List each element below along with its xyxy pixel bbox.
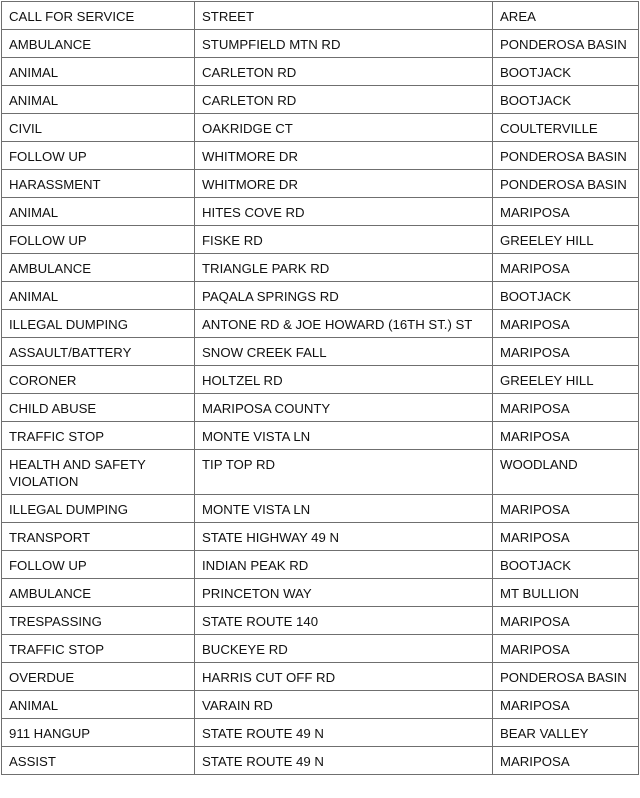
table-row [2,579,639,607]
cell-call-for-service: HEALTH AND SAFETY VIOLATION [2,450,195,495]
table-row [2,142,639,170]
cell-call-for-service: HARASSMENT [2,170,195,198]
cell-street: PAQALA SPRINGS RD [195,282,493,310]
cell-call-for-service: FOLLOW UP [2,551,195,579]
table-row [2,30,639,58]
cell-area: PONDEROSA BASIN [493,663,639,691]
cell-area: COULTERVILLE [493,114,639,142]
cell-area: MARIPOSA [493,607,639,635]
calls-for-service-table [1,1,639,775]
table-row [2,607,639,635]
header-street: STREET [195,2,493,30]
cell-call-for-service: AMBULANCE [2,30,195,58]
cell-street: HITES COVE RD [195,198,493,226]
cell-area: PONDEROSA BASIN [493,30,639,58]
cell-area: BOOTJACK [493,86,639,114]
table-row [2,170,639,198]
cell-call-for-service: ANIMAL [2,86,195,114]
table-row [2,310,639,338]
cell-street: WHITMORE DR [195,142,493,170]
cell-call-for-service: AMBULANCE [2,579,195,607]
table-row [2,226,639,254]
cell-area: MARIPOSA [493,310,639,338]
table-row [2,450,639,495]
cell-street: STUMPFIELD MTN RD [195,30,493,58]
cell-street: TRIANGLE PARK RD [195,254,493,282]
table-row [2,495,639,523]
header-area: AREA [493,2,639,30]
table-row [2,114,639,142]
cell-area: BOOTJACK [493,551,639,579]
cell-area: MARIPOSA [493,198,639,226]
cell-area: MARIPOSA [493,394,639,422]
table-row [2,719,639,747]
cell-call-for-service: ANIMAL [2,691,195,719]
table-row [2,338,639,366]
cell-street: STATE ROUTE 49 N [195,747,493,775]
cell-area: GREELEY HILL [493,366,639,394]
cell-street: ANTONE RD & JOE HOWARD (16TH ST.) ST [195,310,493,338]
cell-call-for-service: TRAFFIC STOP [2,635,195,663]
cell-call-for-service: TRESPASSING [2,607,195,635]
cell-street: CARLETON RD [195,58,493,86]
cell-area: BOOTJACK [493,282,639,310]
table-row [2,691,639,719]
cell-street: STATE ROUTE 49 N [195,719,493,747]
cell-call-for-service: ANIMAL [2,58,195,86]
cell-call-for-service: CIVIL [2,114,195,142]
table-row [2,198,639,226]
cell-call-for-service: AMBULANCE [2,254,195,282]
cell-street: SNOW CREEK FALL [195,338,493,366]
table-row [2,747,639,775]
cell-street: MARIPOSA COUNTY [195,394,493,422]
cell-street: MONTE VISTA LN [195,495,493,523]
table-row [2,663,639,691]
table-row [2,422,639,450]
table-row [2,254,639,282]
table-row [2,58,639,86]
cell-area: MARIPOSA [493,747,639,775]
header-call-for-service: CALL FOR SERVICE [2,2,195,30]
cell-area: MARIPOSA [493,523,639,551]
cell-call-for-service: CORONER [2,366,195,394]
cell-street: BUCKEYE RD [195,635,493,663]
cell-street: HARRIS CUT OFF RD [195,663,493,691]
table-row [2,86,639,114]
cell-street: WHITMORE DR [195,170,493,198]
cell-call-for-service: CHILD ABUSE [2,394,195,422]
cell-street: OAKRIDGE CT [195,114,493,142]
cell-call-for-service: TRAFFIC STOP [2,422,195,450]
cell-area: MARIPOSA [493,635,639,663]
cell-call-for-service: ASSIST [2,747,195,775]
cell-street: TIP TOP RD [195,450,493,495]
cell-street: CARLETON RD [195,86,493,114]
table-row [2,551,639,579]
cell-area: MARIPOSA [493,254,639,282]
cell-area: BOOTJACK [493,58,639,86]
cell-street: INDIAN PEAK RD [195,551,493,579]
cell-area: MT BULLION [493,579,639,607]
cell-area: WOODLAND [493,450,639,495]
table-row [2,282,639,310]
table-header-row [2,2,639,30]
cell-street: FISKE RD [195,226,493,254]
cell-street: VARAIN RD [195,691,493,719]
cell-call-for-service: ANIMAL [2,198,195,226]
cell-call-for-service: FOLLOW UP [2,142,195,170]
cell-area: GREELEY HILL [493,226,639,254]
cell-street: STATE HIGHWAY 49 N [195,523,493,551]
cell-area: PONDEROSA BASIN [493,170,639,198]
cell-street: PRINCETON WAY [195,579,493,607]
cell-call-for-service: TRANSPORT [2,523,195,551]
cell-area: BEAR VALLEY [493,719,639,747]
cell-call-for-service: FOLLOW UP [2,226,195,254]
cell-area: MARIPOSA [493,338,639,366]
cell-street: HOLTZEL RD [195,366,493,394]
cell-area: MARIPOSA [493,422,639,450]
cell-call-for-service: ASSAULT/BATTERY [2,338,195,366]
cell-street: MONTE VISTA LN [195,422,493,450]
cell-street: STATE ROUTE 140 [195,607,493,635]
cell-area: MARIPOSA [493,691,639,719]
cell-area: PONDEROSA BASIN [493,142,639,170]
cell-call-for-service: ILLEGAL DUMPING [2,310,195,338]
table-row [2,366,639,394]
cell-call-for-service: 911 HANGUP [2,719,195,747]
cell-call-for-service: OVERDUE [2,663,195,691]
table-row [2,523,639,551]
table-row [2,635,639,663]
table-row [2,394,639,422]
cell-area: MARIPOSA [493,495,639,523]
cell-call-for-service: ANIMAL [2,282,195,310]
cell-call-for-service: ILLEGAL DUMPING [2,495,195,523]
